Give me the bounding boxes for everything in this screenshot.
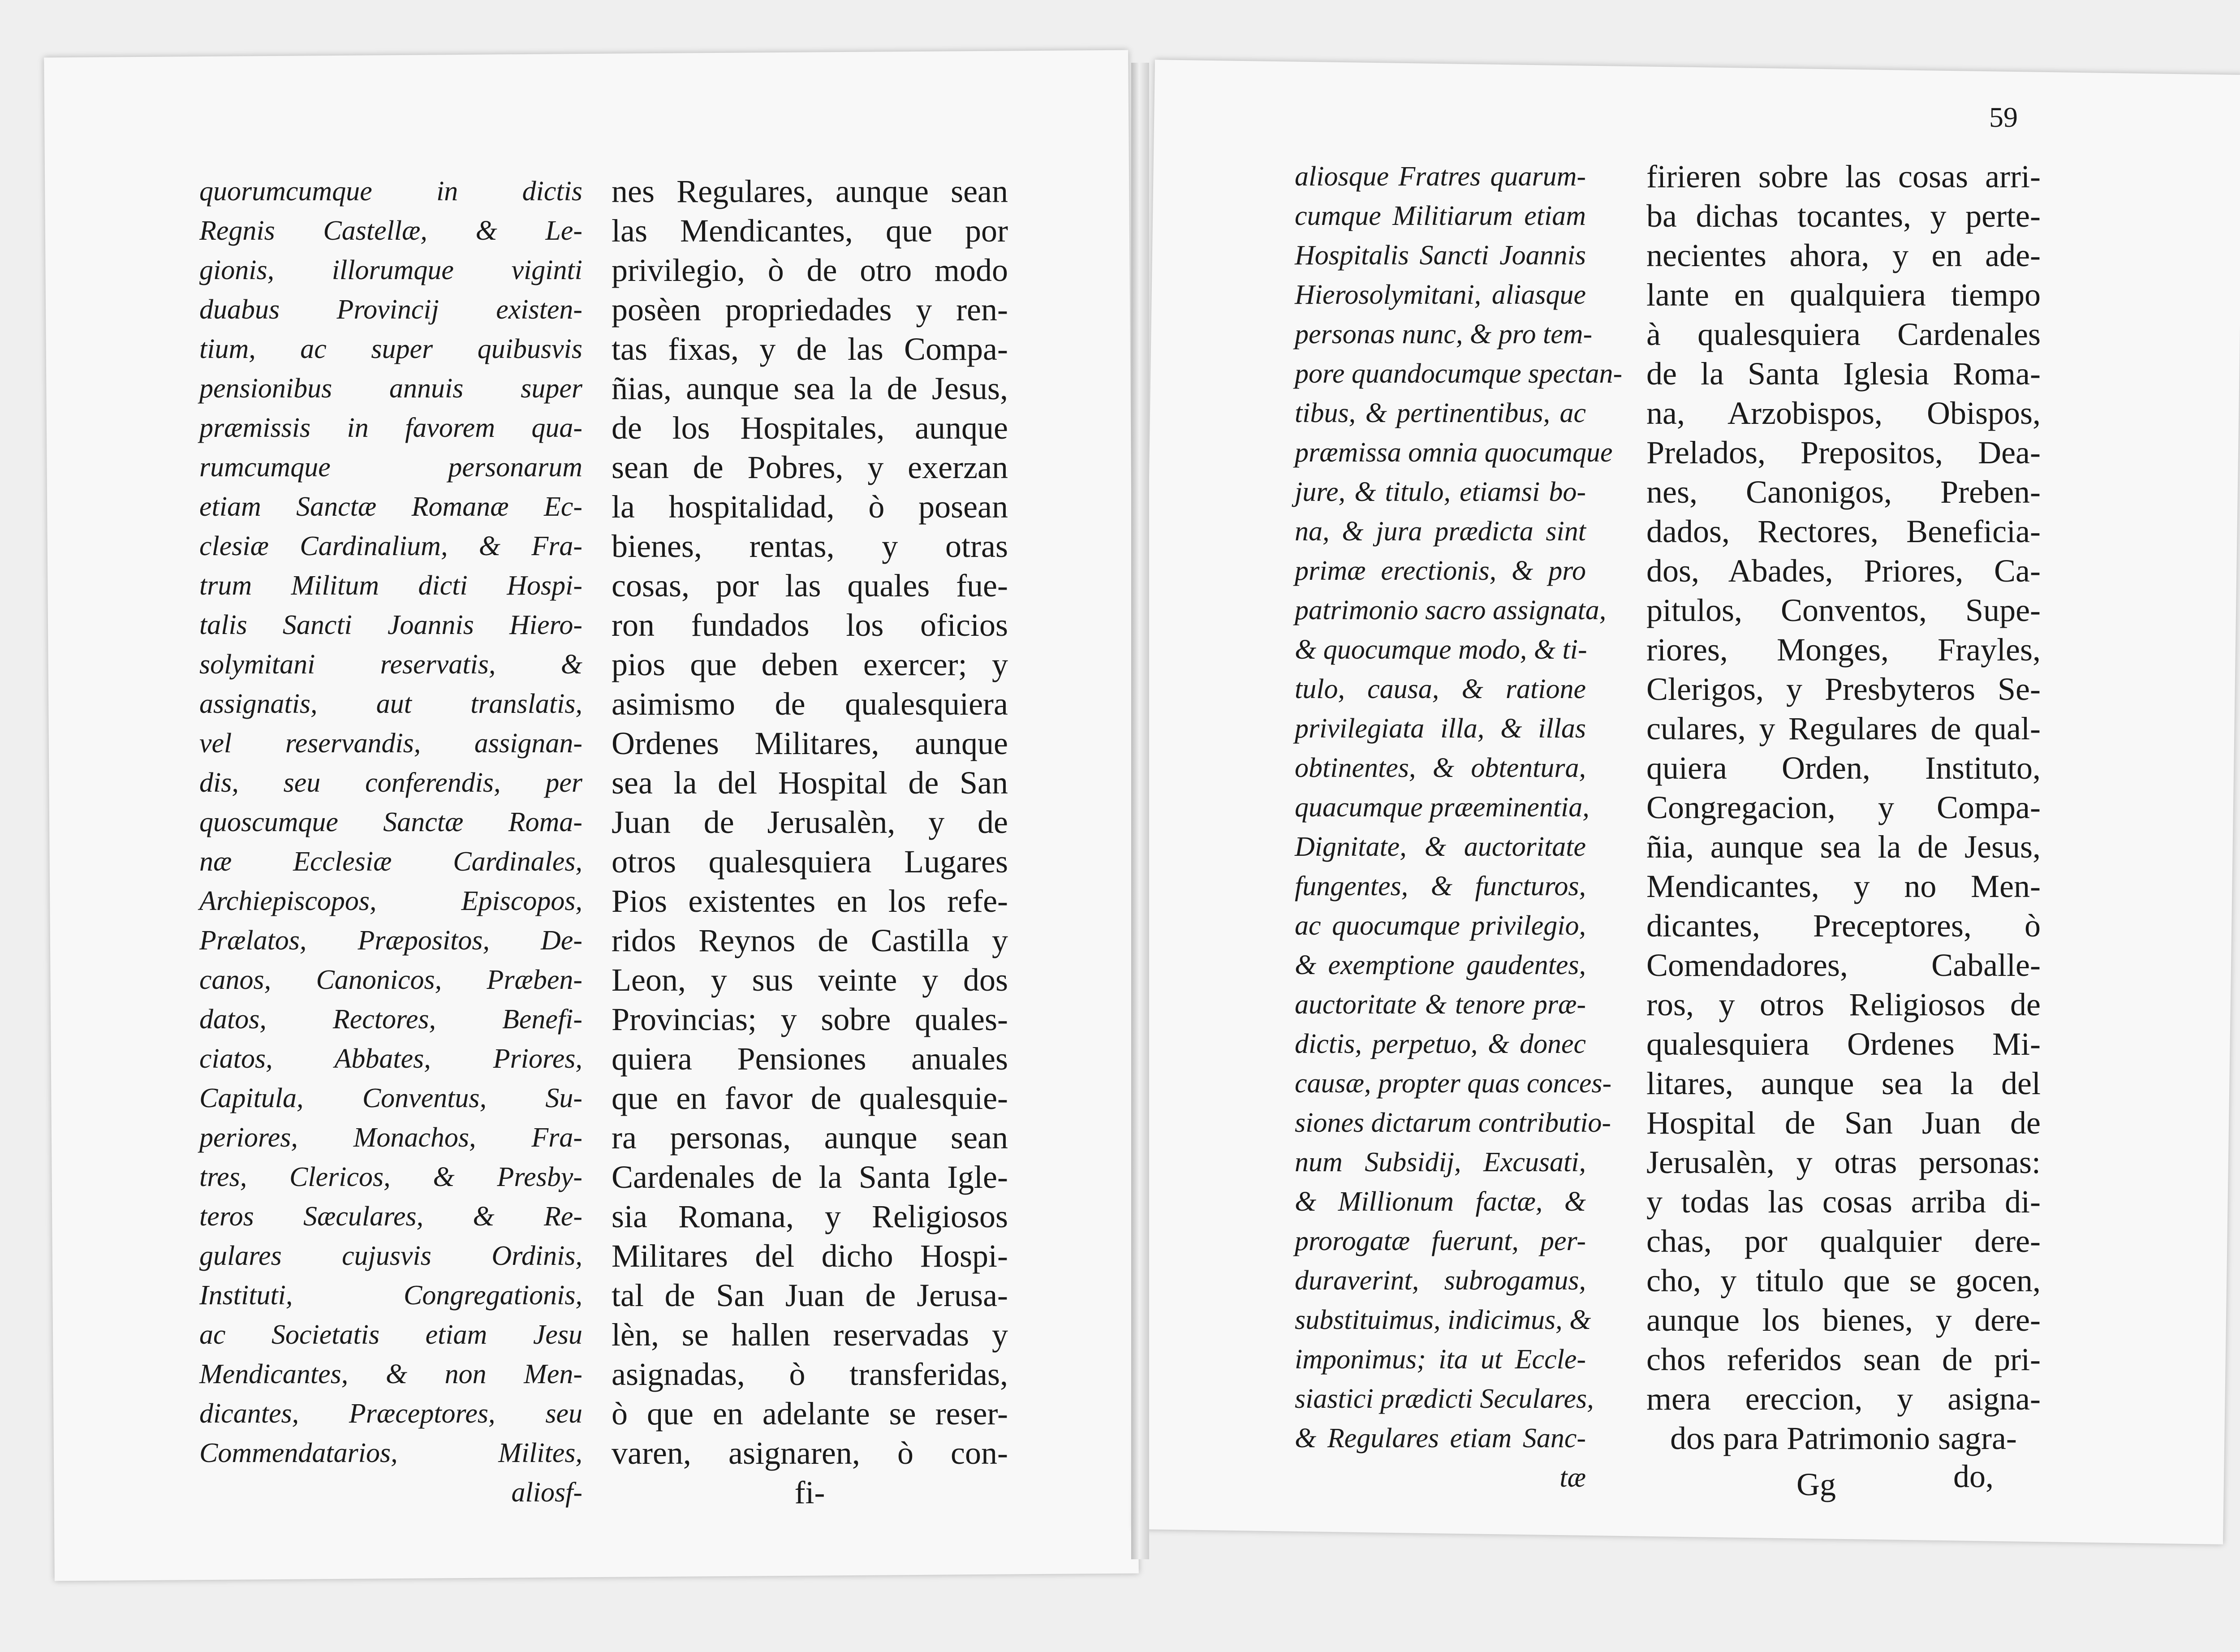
text-line: primæ erectionis, & pro bbox=[1295, 556, 1586, 586]
text-line: tibus, & pertinentibus, ac bbox=[1295, 398, 1586, 428]
text-line: Hierosolymitani, aliasque bbox=[1295, 280, 1586, 310]
text-line: ciatos, Abbates, Priores, bbox=[199, 1044, 582, 1074]
text-line: Comendadores, Caballe- bbox=[1646, 947, 2041, 983]
text-line: Dignitate, & auctoritate bbox=[1295, 832, 1586, 862]
text-line: & exemptione gaudentes, bbox=[1295, 950, 1586, 980]
text-line: Regnis Castellæ, & Le- bbox=[199, 216, 582, 246]
text-line: sia Romana, y Religiosos bbox=[612, 1199, 1008, 1234]
text-line: clesiæ Cardinalium, & Fra- bbox=[199, 531, 582, 561]
text-line: talis Sancti Joannis Hiero- bbox=[199, 610, 582, 640]
text-line: imponimus; ita ut Eccle- bbox=[1295, 1344, 1586, 1375]
text-line: privilegiata illa, & illas bbox=[1295, 713, 1586, 744]
text-line: quacumque præeminentia, bbox=[1295, 792, 1590, 823]
text-line: que en favor de qualesquie- bbox=[612, 1080, 1008, 1116]
text-line: cosas, por las quales fue- bbox=[612, 568, 1008, 604]
text-line: cho, y titulo que se gocen, bbox=[1646, 1263, 2041, 1298]
text-line: dados, Rectores, Beneficia- bbox=[1646, 513, 2041, 549]
text-line: Mendicantes, y no Men- bbox=[1646, 868, 2041, 904]
text-line: chas, por qualquier dere- bbox=[1646, 1223, 2041, 1259]
text-line: à qualesquiera Cardenales bbox=[1646, 316, 2041, 352]
text-line: pensionibus annuis super bbox=[199, 373, 582, 404]
text-line: pios que deben exercer; y bbox=[612, 647, 1008, 682]
text-line: na, Arzobispos, Obispos, bbox=[1646, 395, 2041, 431]
text-line: bienes, rentas, y otras bbox=[612, 528, 1008, 564]
text-line: Instituti, Congregationis, bbox=[199, 1280, 582, 1311]
text-line: næ Ecclesiæ Cardinales, bbox=[199, 846, 582, 877]
text-line: assignatis, aut translatis, bbox=[199, 689, 582, 719]
text-line: causæ, propter quas conces- bbox=[1295, 1068, 1612, 1099]
text-line: patrimonio sacro assignata, bbox=[1295, 595, 1607, 625]
right-spanish-column bbox=[1646, 157, 2041, 1458]
text-line: ñia, aunque sea la de Jesus, bbox=[1646, 829, 2041, 865]
text-line: qualesquiera Ordenes Mi- bbox=[1646, 1026, 2041, 1062]
text-line: Mendicantes, & non Men- bbox=[199, 1359, 582, 1389]
text-line: varen, asignaren, ò con- bbox=[612, 1435, 1008, 1471]
text-line: Clerigos, y Presbyteros Se- bbox=[1646, 671, 2041, 707]
book-gutter bbox=[1131, 63, 1149, 1559]
text-line: & Millionum factæ, & bbox=[1295, 1186, 1586, 1217]
text-line: ac quocumque privilegio, bbox=[1295, 910, 1586, 941]
text-line: periores, Monachos, Fra- bbox=[199, 1122, 582, 1153]
text-line: asimismo de qualesquiera bbox=[612, 686, 1008, 722]
text-line: ac Societatis etiam Jesu bbox=[199, 1320, 582, 1350]
text-line: Archiepiscopos, Episcopos, bbox=[199, 886, 582, 916]
text-line: auctoritate & tenore præ- bbox=[1295, 989, 1586, 1020]
text-line: Provincias; y sobre quales- bbox=[612, 1001, 1008, 1037]
text-line: Jerusalèn, y otras personas: bbox=[1646, 1144, 2041, 1180]
text-line: dicantes, Preceptores, ò bbox=[1646, 908, 2041, 944]
left-latin-column bbox=[199, 172, 582, 1512]
text-line: quorumcumque in dictis bbox=[199, 176, 582, 207]
text-line: & quocumque modo, & ti- bbox=[1295, 634, 1587, 665]
text-line: vel reservandis, assignan- bbox=[199, 728, 582, 759]
text-line: y todas las cosas arriba di- bbox=[1646, 1184, 2041, 1220]
text-line: substituimus, indicimus, & bbox=[1295, 1305, 1591, 1335]
text-line: ra personas, aunque sean bbox=[612, 1120, 1008, 1156]
text-line: dos para Patrimonio sagra- bbox=[1670, 1420, 2017, 1456]
text-line: chos referidos sean de pri- bbox=[1646, 1341, 2041, 1377]
text-line: & Regulares etiam Sanc- bbox=[1295, 1423, 1586, 1454]
text-line: tas fixas, y de las Compa- bbox=[612, 331, 1008, 367]
text-line: duabus Provincij existen- bbox=[199, 294, 582, 325]
text-line: mera ereccion, y asigna- bbox=[1646, 1381, 2041, 1417]
text-line: quoscumque Sanctæ Roma- bbox=[199, 807, 582, 837]
text-line: de los Hospitales, aunque bbox=[612, 410, 1008, 446]
text-line: dicantes, Præceptores, seu bbox=[199, 1398, 582, 1429]
text-line: aliosf- bbox=[511, 1477, 582, 1508]
text-line: siones dictarum contributio- bbox=[1295, 1108, 1611, 1138]
text-line: pitulos, Conventos, Supe- bbox=[1646, 592, 2041, 628]
text-line: privilegio, ò de otro modo bbox=[612, 252, 1008, 288]
text-line: Cardenales de la Santa Igle- bbox=[612, 1159, 1008, 1195]
text-line: tium, ac super quibusvis bbox=[199, 334, 582, 364]
text-line: la hospitalidad, ò posean bbox=[612, 489, 1008, 525]
text-line: præmissis in favorem qua- bbox=[199, 413, 582, 443]
text-line: lante en qualquiera tiempo bbox=[1646, 277, 2041, 313]
catchword: do, bbox=[1953, 1458, 1994, 1494]
text-line: obtinentes, & obtentura, bbox=[1295, 753, 1586, 783]
text-line: cumque Militiarum etiam bbox=[1295, 201, 1586, 231]
text-line: ron fundados los oficios bbox=[612, 607, 1008, 643]
left-spanish-column bbox=[612, 172, 1008, 1512]
text-line: siastici prædicti Seculares, bbox=[1295, 1384, 1594, 1414]
text-line: dictis, perpetuo, & donec bbox=[1295, 1029, 1586, 1059]
text-line: tulo, causa, & ratione bbox=[1295, 674, 1586, 704]
text-line: rumcumque personarum bbox=[199, 452, 582, 483]
text-line: necientes ahora, y en ade- bbox=[1646, 237, 2041, 273]
text-line: canos, Canonicos, Præben- bbox=[199, 965, 582, 995]
text-line: gionis, illorumque viginti bbox=[199, 255, 582, 285]
text-line: na, & jura prædicta sint bbox=[1295, 516, 1586, 547]
text-line: riores, Monges, Frayles, bbox=[1646, 632, 2041, 668]
text-line: Pios existentes en los refe- bbox=[612, 883, 1008, 919]
text-line: Hospital de San Juan de bbox=[1646, 1105, 2041, 1141]
text-line: quiera Orden, Instituto, bbox=[1646, 750, 2041, 786]
text-line: ba dichas tocantes, y perte- bbox=[1646, 198, 2041, 234]
text-line: quiera Pensiones anuales bbox=[612, 1041, 1008, 1077]
text-line: prorogatæ fuerunt, per- bbox=[1295, 1226, 1586, 1256]
text-line: litares, aunque sea la del bbox=[1646, 1065, 2041, 1101]
text-line: solymitani reservatis, & bbox=[199, 649, 582, 680]
text-line: sean de Pobres, y exerzan bbox=[612, 449, 1008, 485]
text-line: personas nunc, & pro tem- bbox=[1295, 319, 1593, 349]
text-line: tæ bbox=[1559, 1462, 1586, 1493]
text-line: nes, Canonigos, Preben- bbox=[1646, 474, 2041, 510]
text-line: culares, y Regulares de qual- bbox=[1646, 711, 2041, 746]
text-line: Prelados, Prepositos, Dea- bbox=[1646, 435, 2041, 470]
text-line: Capitula, Conventus, Su- bbox=[199, 1083, 582, 1113]
text-line: fi- bbox=[794, 1475, 825, 1510]
text-line: posèen propriedades y ren- bbox=[612, 292, 1008, 328]
folio-number: 59 bbox=[1989, 101, 2018, 133]
text-line: otros qualesquiera Lugares bbox=[612, 844, 1008, 880]
text-line: teros Sæculares, & Re- bbox=[199, 1201, 582, 1232]
text-line: de la Santa Iglesia Roma- bbox=[1646, 356, 2041, 392]
text-line: ò que en adelante se reser- bbox=[612, 1396, 1008, 1432]
text-line: ridos Reynos de Castilla y bbox=[612, 923, 1008, 958]
text-line: Leon, y sus veinte y dos bbox=[612, 962, 1008, 998]
text-line: Juan de Jerusalèn, y de bbox=[612, 804, 1008, 840]
text-line: asignadas, ò transferidas, bbox=[612, 1356, 1008, 1392]
text-line: tres, Clericos, & Presby- bbox=[199, 1162, 582, 1192]
text-line: Commendatarios, Milites, bbox=[199, 1438, 582, 1468]
text-line: lèn, se hallen reservadas y bbox=[612, 1317, 1008, 1353]
text-line: firieren sobre las cosas arri- bbox=[1646, 159, 2041, 194]
text-line: ros, y otros Religiosos de bbox=[1646, 987, 2041, 1022]
signature-mark: Gg bbox=[1796, 1467, 1836, 1502]
text-line: num Subsidij, Excusati, bbox=[1295, 1147, 1586, 1178]
text-line: las Mendicantes, que por bbox=[612, 213, 1008, 249]
text-line: Hospitalis Sancti Joannis bbox=[1295, 240, 1586, 271]
text-line: tal de San Juan de Jerusa- bbox=[612, 1277, 1008, 1313]
text-line: duraverint, subrogamus, bbox=[1295, 1265, 1586, 1296]
text-line: ñias, aunque sea la de Jesus, bbox=[612, 371, 1008, 406]
text-line: pore quandocumque spectan- bbox=[1295, 358, 1623, 389]
text-line: Ordenes Militares, aunque bbox=[612, 725, 1008, 761]
text-line: aliosque Fratres quarum- bbox=[1295, 161, 1586, 192]
right-latin-column bbox=[1295, 157, 1623, 1497]
text-line: datos, Rectores, Benefi- bbox=[199, 1004, 582, 1035]
text-line: dos, Abades, Priores, Ca- bbox=[1646, 553, 2041, 589]
text-line: trum Militum dicti Hospi- bbox=[199, 570, 582, 601]
text-line: gulares cujusvis Ordinis, bbox=[199, 1241, 582, 1271]
text-line: jure, & titulo, etiamsi bo- bbox=[1295, 477, 1586, 507]
text-line: sea la del Hospital de San bbox=[612, 765, 1008, 801]
text-line: Militares del dicho Hospi- bbox=[612, 1238, 1008, 1274]
text-line: præmissa omnia quocumque bbox=[1295, 437, 1613, 468]
text-line: aunque los bienes, y dere- bbox=[1646, 1302, 2041, 1338]
text-line: nes Regulares, aunque sean bbox=[612, 173, 1008, 209]
text-line: Prælatos, Præpositos, De- bbox=[199, 925, 582, 956]
text-line: Congregacion, y Compa- bbox=[1646, 789, 2041, 825]
text-line: etiam Sanctæ Romanæ Ec- bbox=[199, 492, 582, 522]
text-line: fungentes, & functuros, bbox=[1295, 871, 1586, 901]
text-line: dis, seu conferendis, per bbox=[199, 768, 582, 798]
